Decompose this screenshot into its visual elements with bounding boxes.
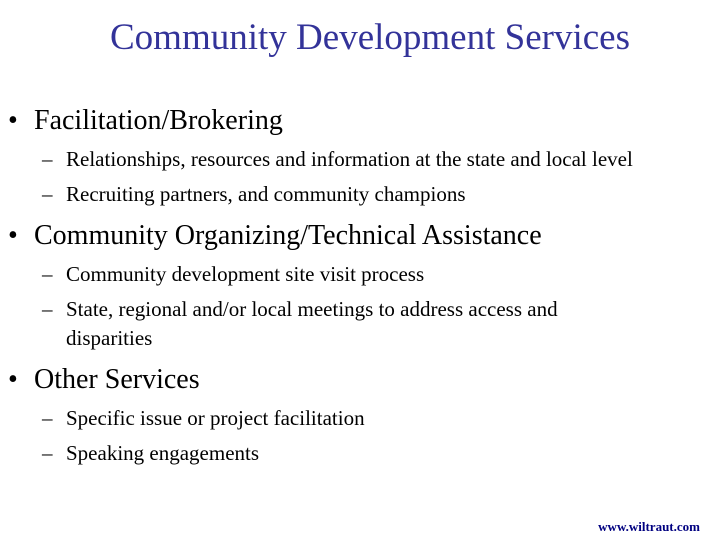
dash-icon: – <box>42 182 53 206</box>
dash-icon: – <box>42 262 53 286</box>
dash-icon: – <box>42 147 53 171</box>
slide-title: Community Development Services <box>110 17 630 58</box>
bullet-heading: Community Organizing/Technical Assistance <box>34 220 542 251</box>
sub-bullet-text: Community development site visit process <box>66 262 425 286</box>
dash-icon: – <box>42 297 53 321</box>
sub-bullet-text: State, regional and/or local meetings to address access and <box>66 297 558 321</box>
sub-bullet-text: disparities <box>66 326 153 350</box>
sub-bullet-text: Relationships, resources and information at the state and local level <box>66 147 633 171</box>
sub-bullet-text: Specific issue or project facilitation <box>66 406 365 430</box>
dash-icon: – <box>42 441 53 465</box>
sub-bullet-text: Speaking engagements <box>66 441 260 465</box>
bullet-heading: Other Services <box>34 364 200 395</box>
bullet-dot-icon: • <box>8 105 18 136</box>
bullet-heading: Facilitation/Brokering <box>34 105 283 136</box>
dash-icon: – <box>42 406 53 430</box>
bullet-dot-icon: • <box>8 364 18 395</box>
bullet-dot-icon: • <box>8 220 18 251</box>
sub-bullet-text: Recruiting partners, and community champions <box>66 182 466 206</box>
footer-website-link[interactable]: www.wiltraut.com <box>598 519 700 534</box>
